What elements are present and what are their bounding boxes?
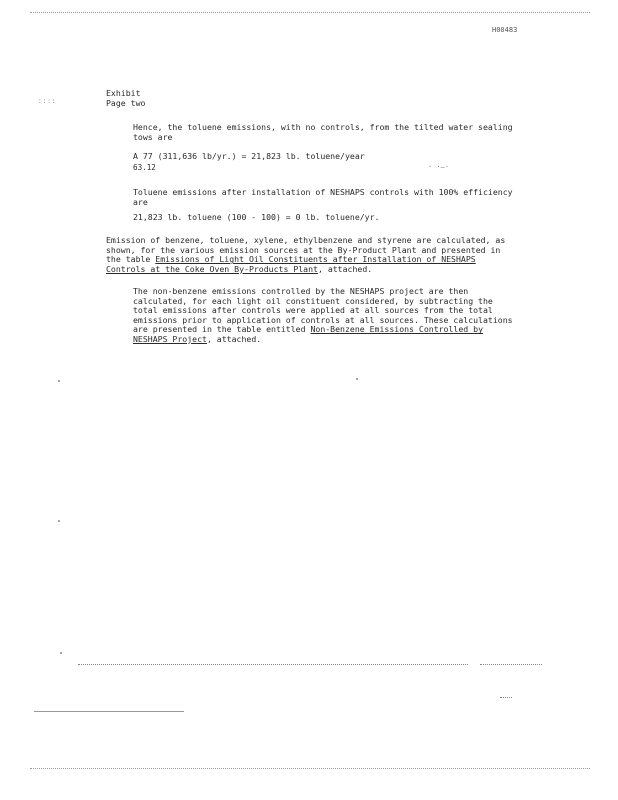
equation-denominator: 63.12	[133, 163, 156, 172]
scan-speck	[356, 378, 358, 380]
scan-speck	[60, 652, 62, 654]
scan-line	[34, 711, 184, 712]
p3-text-b: , attached.	[317, 263, 373, 274]
scan-line	[78, 664, 468, 665]
paragraph-non-benzene	[133, 287, 513, 345]
paragraph-toluene-uncontrolled: Hence, the toluene emissions, with no controls, from the tilted water sealing tows are	[133, 122, 513, 142]
p4-text-a: The non-benzene emissions controlled by the NESHAPS project are then calculated, for each light oil constituent considered, by subtracting the total emissions after controls were applied at all sources from the total emissions prior to application of controls at all sources. These calculations are presented in the table entitled	[133, 286, 513, 335]
paragraph-toluene-controlled: Toluene emissions after installation of NESHAPS controls with 100% efficiency are	[133, 187, 513, 207]
scan-line	[500, 697, 512, 698]
p3-text-a: Emission of benzene, toluene, xylene, ethylbenzene and styrene are calculated, as shown, for the various emission sources at the By-Product Plant and presented in the table	[106, 235, 506, 265]
equation-toluene-per-year: A 77 (311,636 lb/yr.) = 21,823 lb. toluene/year	[133, 151, 365, 161]
p4-text-b: , attached.	[206, 333, 262, 344]
document-id: H00483	[492, 26, 518, 34]
paragraph-emissions-table	[106, 236, 506, 274]
scan-speck	[58, 380, 60, 382]
scan-line	[480, 664, 542, 665]
p3-table-title: Emissions of Light Oil Constituents after Installation of NESHAPS Controls at the Coke Oven By-Products Plant	[106, 254, 476, 274]
page-label: Page two	[106, 98, 146, 108]
scan-smudge: · ·—·	[428, 163, 450, 171]
equation-toluene-controlled: 21,823 lb. toluene (100 - 100) = 0 lb. toluene/yr.	[133, 212, 380, 222]
margin-mark: ::::	[38, 98, 57, 105]
scan-border-bottom	[30, 768, 590, 769]
scan-border-top	[30, 12, 590, 13]
p4-table-title: Non-Benzene Emissions Controlled by NESHAPS Project	[133, 324, 483, 344]
scan-speck	[58, 520, 60, 522]
exhibit-label: Exhibit	[106, 88, 141, 98]
